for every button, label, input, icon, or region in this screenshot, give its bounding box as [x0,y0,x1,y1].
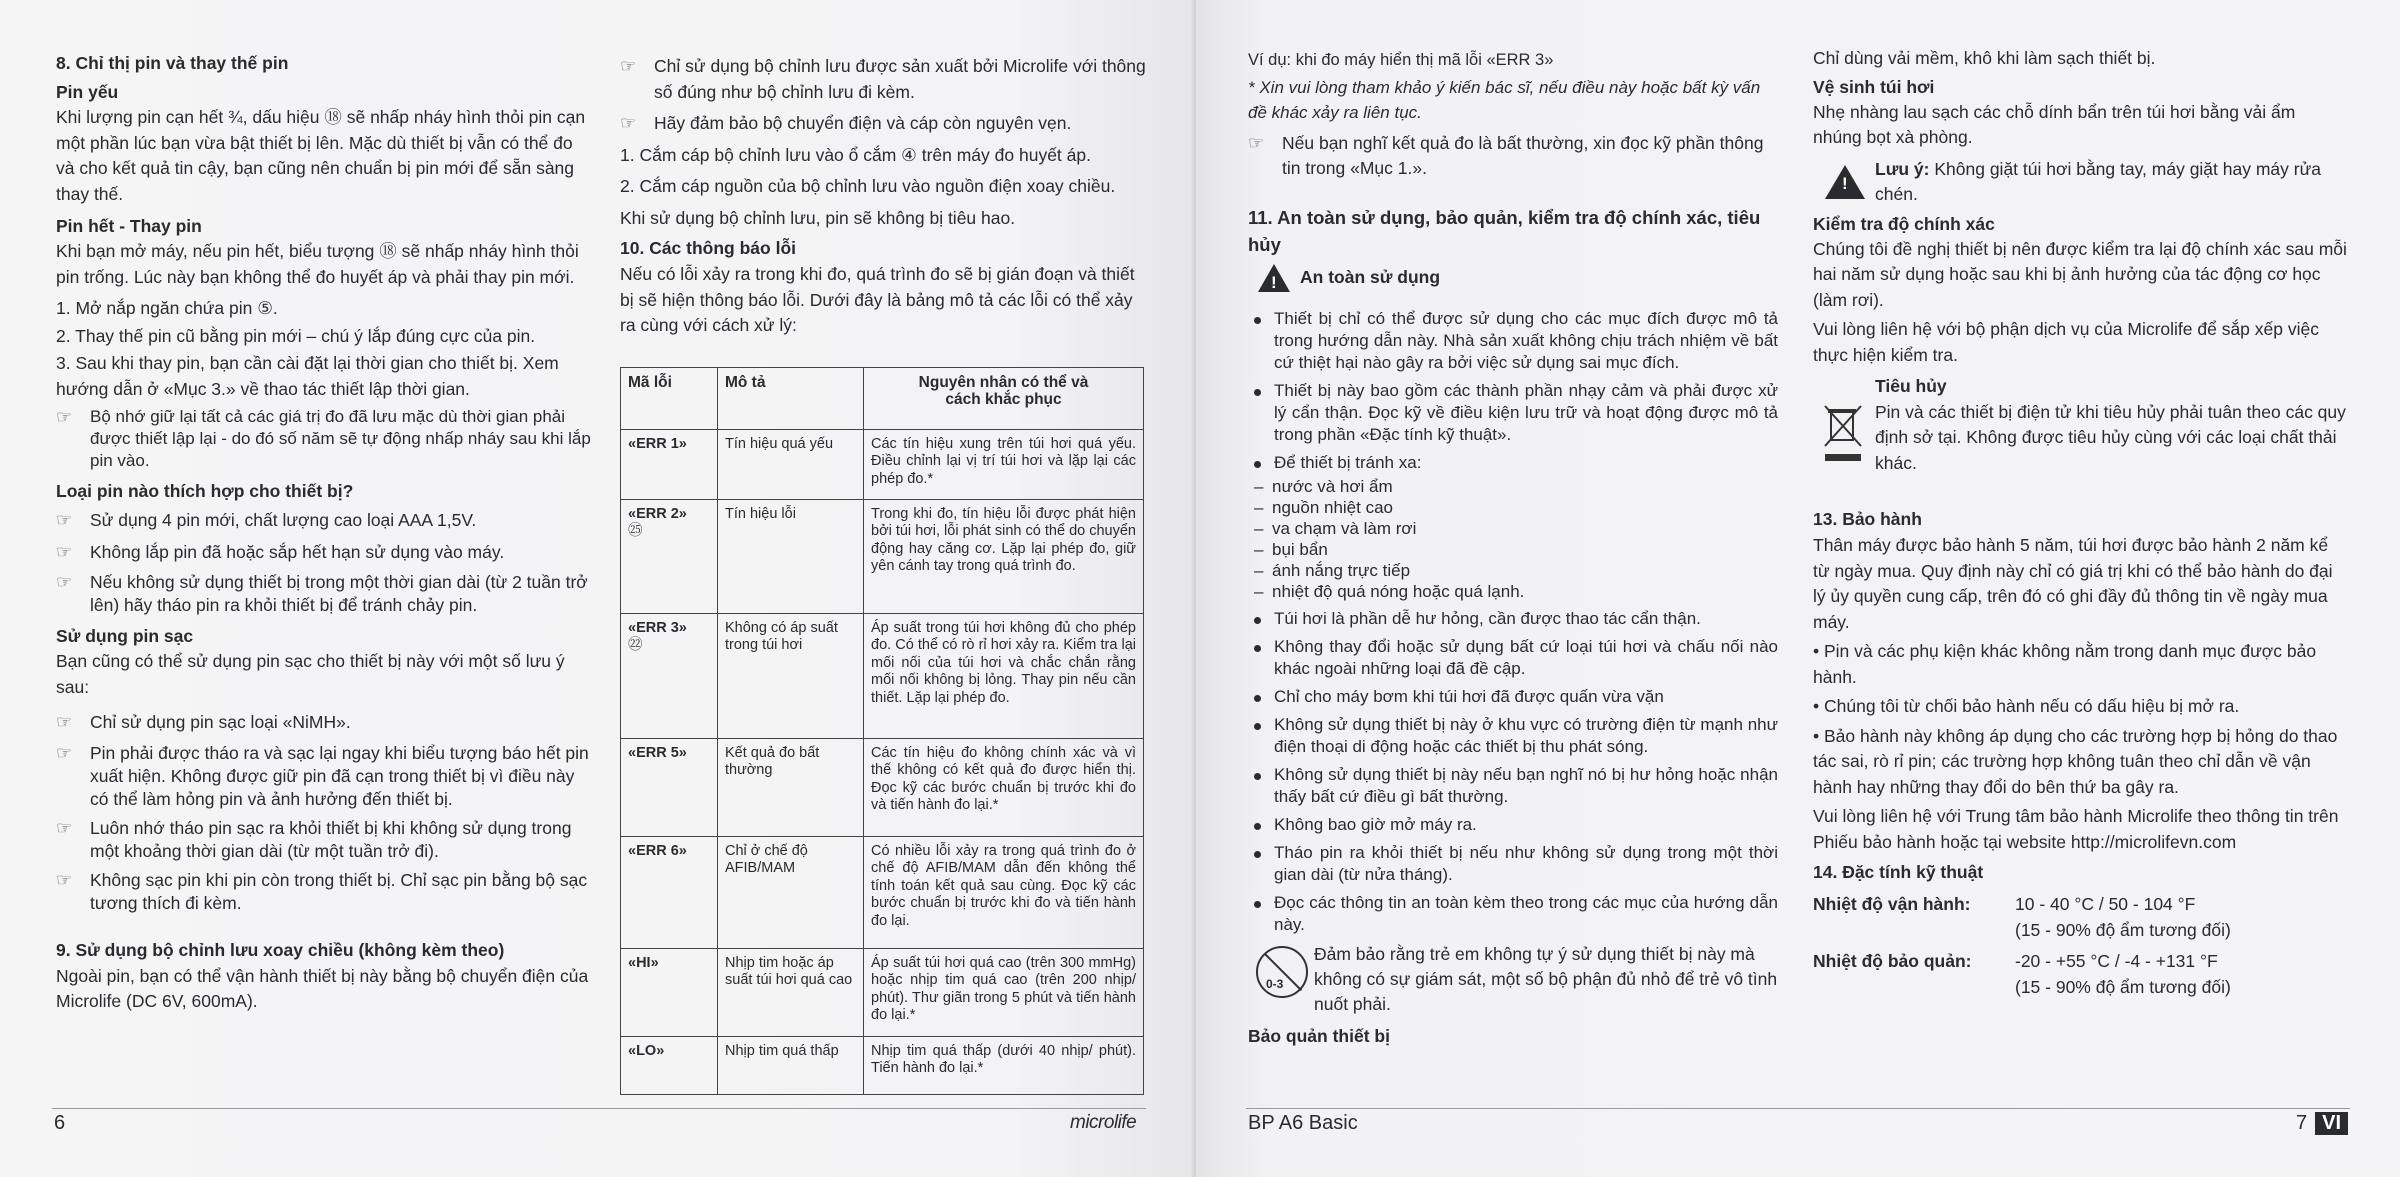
left-page [0,0,1196,1177]
paragraph-adapter-no-drain: Khi sử dụng bộ chỉnh lưu, pin sẽ không bị tiêu hao. [620,207,1016,228]
paragraph-clean-device: Chỉ dùng vải mềm, khô khi làm sạch thiết bị. [1813,48,2156,68]
disposal-block [1813,374,2348,476]
language-badge: VI [2315,1112,2348,1135]
spec-value: -20 - +55 °C / -4 - +131 °F [2015,951,2218,971]
model-name: BP A6 Basic [1248,1112,1358,1134]
note-which-1 [56,508,591,534]
spec-value: (15 - 90% độ ẩm tương đối) [2015,976,2231,997]
pointing-hand-icon: ☞ [56,510,73,530]
heading-empty-battery: Pin hết - Thay pin [56,216,202,236]
paragraph-errors: Nếu có lỗi xảy ra trong khi đo, quá trình đo sẽ bị gián đoạn và thiết bị sẽ hiện thông báo lỗi. Dưới đây là bảng mô tả các lỗi có thể xảy ra cùng với cách xử lý: [620,264,1135,335]
avoid-item: – ánh nắng trực tiếp [1248,560,1778,581]
warning-triangle-icon [1825,165,1865,199]
table-row [621,948,1144,1036]
error-fix: Áp suất trong túi hơi không đủ cho phép đo. Có thể có rò rỉ hơi xảy ra. Kiểm tra lại mối nối của túi hơi và chắc chắn rằng mối nối không bị lỏng. Thay pin nếu cần thiết. Lặp lại phép đo. [864,613,1144,738]
column-header-code: Mã lỗi [621,367,718,429]
note-text: Chỉ sử dụng pin sạc loại «NiMH». [90,712,351,732]
child-icon-label: 0-3 [1266,976,1284,991]
error-ref: ㉒ [628,637,643,653]
note-text: Pin phải được tháo ra và sạc lại ngay khi biểu tượng báo hết pin xuất hiện. Không được giữ pin đã cạn trong thiết bị vì điều này có thể làm hỏng pin và ảnh hưởng đến thiết bị. [90,742,589,809]
section-11-title: 11. An toàn sử dụng, bảo quản, kiểm tra độ chính xác, tiêu hủy [1248,206,1761,255]
error-desc: Nhịp tim quá thấp [718,1036,864,1094]
pointing-hand-icon: ☞ [56,712,73,732]
safety-bullet: Chỉ cho máy bơm khi túi hơi đã được quấn vừa vặn [1248,686,1778,708]
safety-bullet-3: Để thiết bị tránh xa: [1248,452,1778,474]
note-abnormal [1248,131,1778,182]
safety-bullet: Tháo pin ra khỏi thiết bị nếu như không sử dụng trong một thời gian dài (từ nửa tháng). [1248,842,1778,886]
paragraph-warranty-1: Thân máy được bảo hành 5 năm, túi hơi được bảo hành 2 năm kể từ ngày mua. Quy định này chỉ có giá trị khi có thể bảo hành do đại lý ủy quyền cung cấp, trên đó có ghi đầy đủ thông tin về ngày mua máy. [1813,535,2333,632]
error-code-cell [621,499,718,613]
left-column-2 [620,54,1150,1095]
error-example [1248,48,1778,74]
safety-bullet: Không sử dụng thiết bị này ở khu vực có trường điện từ mạnh như điện thoại di động hoặc các thiết bị thu phát sóng. [1248,714,1778,758]
child-warning [1248,942,1778,1017]
spec-values [2015,949,2231,1000]
heading-low-battery: Pin yếu [56,82,119,102]
no-children-0-3-icon [1256,946,1308,998]
error-fix: Trong khi đo, tín hiệu lỗi được phát hiện bởi túi hơi, lỗi phát sinh có thể do chuyển động hay căng cơ. Lặp lại phép đo, giữ yên cánh tay trong quá trình đo. [864,499,1144,613]
error-code: «LO» [628,1042,665,1059]
error-fix: Các tín hiệu đo không chính xác và vì thế không có kết quả đo được hiển thị. Đọc kỹ các bước chuẩn bị trước khi đo và tiến hành đo lại.* [864,738,1144,836]
error-desc: Kết quả đo bất thường [718,738,864,836]
error-fix: Có nhiều lỗi xảy ra trong quá trình đo ở chế độ AFIB/MAM dẫn đến không thể tính toán kết quả sau cùng. Đọc kỹ các bước chuẩn bị trước khi đo và tiến hành đo lại. [864,836,1144,948]
error-code: «HI» [628,954,659,971]
safety-bullet: Không thay đổi hoặc sử dụng bất cứ loại túi hơi và chấu nối nào khác ngoài những loại đã đề cập. [1248,636,1778,680]
error-desc: Nhịp tim hoặc áp suất túi hơi quá cao [718,948,864,1036]
error-desc: Chỉ ở chế độ AFIB/MAM [718,836,864,948]
warranty-item: • Bảo hành này không áp dụng cho các trường hợp bị hỏng do thao tác sai, rò rỉ pin; các trường hợp không tuân theo chỉ dẫn về vận hành hay những thay đổi do bên thứ ba gây ra. [1813,725,2338,797]
adapter-step-1: 1. Cắm cáp bộ chỉnh lưu vào ổ cắm ④ trên máy đo huyết áp. [620,144,1091,165]
cuff-warning [1813,157,2348,207]
pointing-hand-icon: ☞ [56,869,73,890]
pointing-hand-icon: ☞ [56,817,73,838]
battery-step-3: 3. Sau khi thay pin, bạn cần cài đặt lại thời gian cho thiết bị. Xem hướng dẫn ở «Mục 3.» về thao tác thiết lập thời gian. [56,353,559,399]
pointing-hand-icon: ☞ [56,541,73,562]
column-header-fix: Nguyên nhân có thể và cách khắc phục [864,367,1144,429]
safety-bullet: Không sử dụng thiết bị này nếu bạn nghĩ nó bị hư hỏng hoặc nhận thấy bất cứ điều gì bất thường. [1248,764,1778,808]
paragraph-warranty-2: Vui lòng liên hệ với Trung tâm bảo hành Microlife theo thông tin trên Phiếu bảo hành hoặc tại website http://microlifevn.com [1813,806,2339,852]
child-warning-text: Đảm bảo rằng trẻ em không tự ý sử dụng thiết bị này mà không có sự giám sát, một số bộ phận đủ nhỏ để trẻ vô tình nuốt phải. [1314,943,1778,1014]
safety-bullet-2: Thiết bị này bao gồm các thành phần nhạy cảm và phải được xử lý cẩn thận. Đọc kỹ về điều kiện lưu trữ và hoạt động được mô tả trong phần «Đặc tính kỹ thuật». [1248,380,1778,446]
avoid-item: – nước và hơi ẩm [1248,476,1778,497]
paragraph-rechargeable: Bạn cũng có thể sử dụng pin sạc cho thiết bị này với một số lưu ý sau: [56,651,565,697]
section-8-title: 8. Chỉ thị pin và thay thế pin [56,53,289,73]
safety-bullet: Không bao giờ mở máy ra. [1248,814,1778,836]
adapter-step-2: 2. Cắm cáp nguồn của bộ chỉnh lưu vào nguồn điện xoay chiều. [620,176,1116,196]
section-13-title: 13. Bảo hành [1813,509,1922,529]
error-code: «ERR 5» [628,744,687,761]
paragraph-empty-battery: Khi bạn mở máy, nếu pin hết, biểu tượng ⑱ sẽ nhấp nháy hình thỏi pin trống. Lúc này bạn không thể đo huyết áp và phải thay pin mới. [56,241,579,287]
page-number-right [2296,1112,2348,1135]
safety-heading-text: An toàn sử dụng [1300,266,1441,287]
avoid-item: – nhiệt độ quá nóng hoặc quá lạnh. [1248,581,1778,602]
warning-text: Không giặt túi hơi bằng tay, máy giặt hay máy rửa chén. [1875,158,2322,204]
table-header-row [621,367,1144,429]
note-which-3 [56,571,591,617]
error-fix: Áp suất túi hơi quá cao (trên 300 mmHg) hoặc nhịp tim quá cao (trên 200 nhịp/ phút). Thư giãn trong 5 phút và tiến hành đo lại.* [864,948,1144,1036]
note-recharge-2 [56,742,591,811]
table-row [621,1036,1144,1094]
note-text: Hãy đảm bảo bộ chuyển điện và cáp còn nguyên vẹn. [654,113,1072,133]
left-column-1 [56,46,591,1016]
section-9-title: 9. Sử dụng bộ chỉnh lưu xoay chiều (không kèm theo) [56,939,505,960]
battery-step-2: 2. Thay thế pin cũ bằng pin mới – chú ý lắp đúng cực của pin. [56,325,536,346]
spec-operating-temp [1813,892,2348,943]
warning-label: Lưu ý: [1875,158,1930,179]
error-ref: ㉕ [628,523,643,539]
heading-storage: Bảo quản thiết bị [1248,1025,1390,1046]
error-example-text: Ví dụ: khi đo máy hiển thị mã lỗi «ERR 3» [1248,51,1554,69]
note-memory [56,406,591,472]
error-code: «ERR 3» [628,619,687,636]
footer-rule [52,1108,1146,1109]
note-text: Không lắp pin đã hoặc sắp hết hạn sử dụng vào máy. [90,541,505,562]
error-code-cell [621,948,718,1036]
page-number: 7 [2296,1112,2308,1134]
paragraph-accuracy-2: Vui lòng liên hệ với bộ phận dịch vụ của Microlife để sắp xếp việc thực hiện kiểm tra. [1813,319,2319,365]
paragraph-accuracy-1: Chúng tôi đề nghị thiết bị nên được kiểm tra lại độ chính xác sau mỗi hai năm sử dụng hoặc sau khi bị ảnh hưởng của tác động cơ học (làm rơi). [1813,238,2347,310]
note-text: Nếu không sử dụng thiết bị trong một thời gian dài (từ 2 tuần trở lên) hãy tháo pin ra khỏi thiết bị để tránh chảy pin. [90,572,588,615]
warning-triangle-icon [1258,264,1290,292]
section-14-title: 14. Đặc tính kỹ thuật [1813,862,1984,882]
paragraph-low-battery: Khi lượng pin cạn hết ¾, dấu hiệu ⑱ sẽ nhấp nháy hình thỏi pin cạn một phần lúc bạn vừa bật thiết bị lên. Mặc dù thiết bị vẫn có thể đo và cho kết quả tin cậy, bạn cũng nên chuẩn bị pin mới để sẵn sàng thay thế. [56,107,586,204]
page-number-left: 6 [54,1112,66,1134]
table-row [621,499,1144,613]
error-fix: Các tín hiệu xung trên túi hơi quá yếu. Điều chỉnh lại vị trí túi hơi và lặp lại các phép đo.* [864,429,1144,499]
pointing-hand-icon: ☞ [56,407,73,427]
pointing-hand-icon: ☞ [56,742,73,763]
note-recharge-1 [56,710,591,736]
note-text: Sử dụng 4 pin mới, chất lượng cao loại AAA 1,5V. [90,510,477,530]
note-text: Luôn nhớ tháo pin sạc ra khỏi thiết bị khi không sử dụng trong một khoảng thời gian dài (từ một tuần trở đi). [90,817,572,861]
pointing-hand-icon: ☞ [1248,132,1265,153]
note-text: Chỉ sử dụng bộ chỉnh lưu được sản xuất bởi Microlife với thông số đúng như bộ chỉnh lưu đi kèm. [654,56,1146,102]
section-10-title: 10. Các thông báo lỗi [620,238,796,258]
error-code-cell [621,613,718,738]
note-memory-text: Bộ nhớ giữ lại tất cả các giá trị đo đã lưu mặc dù thời gian phải được thiết lập lại - do đó số năm sẽ tự động nhấp nháy sau khi lắp pin vào. [90,407,591,470]
error-code-cell [621,836,718,948]
crossed-bin-icon [1821,404,1867,464]
footer-rule [1246,1108,2350,1109]
error-example-note: * Xin vui lòng tham khảo ý kiến bác sĩ, nếu điều này hoặc bất kỳ vấn đề khác xảy ra liên tục. [1248,77,1761,122]
right-column-2 [1813,46,2348,1006]
avoid-item: – nguồn nhiệt cao [1248,497,1778,518]
note-recharge-3 [56,817,591,863]
right-column-1 [1248,48,1778,1049]
error-code: «ERR 6» [628,842,687,859]
note-adapter-2 [620,111,1150,137]
warranty-item: • Chúng tôi từ chối bảo hành nếu có dấu hiệu bị mở ra. [1813,696,2240,716]
spec-values [2015,892,2231,943]
safety-heading [1258,264,1778,292]
table-row [621,738,1144,836]
error-desc: Tín hiệu quá yếu [718,429,864,499]
brand-logo: microlife [1070,1112,1137,1133]
paragraph-clean-cuff: Nhẹ nhàng lau sạch các chỗ dính bẩn trên túi hơi bằng vải ẩm nhúng bọt xà phòng. [1813,101,2296,147]
note-text: Không sạc pin khi pin còn trong thiết bị. Chỉ sạc pin bằng bộ sạc tương thích đi kèm. [90,869,588,913]
pointing-hand-icon: ☞ [620,113,637,133]
note-which-2 [56,540,591,566]
heading-rechargeable: Sử dụng pin sạc [56,626,194,646]
heading-which-battery: Loại pin nào thích hợp cho thiết bị? [56,481,354,501]
paragraph-adapter: Ngoài pin, bạn có thể vận hành thiết bị này bằng bộ chuyển điện của Microlife (DC 6V, 600mA). [56,965,589,1011]
safety-bullet: Túi hơi là phần dễ hư hỏng, cần được thao tác cẩn thận. [1248,608,1778,630]
table-row [621,836,1144,948]
safety-bullet: Đọc các thông tin an toàn kèm theo trong các mục của hướng dẫn này. [1248,892,1778,936]
warranty-item: • Pin và các phụ kiện khác không nằm trong danh mục được bảo hành. [1813,641,2317,687]
error-desc: Tín hiệu lỗi [718,499,864,613]
note-adapter-1 [620,54,1150,105]
error-fix: Nhịp tim quá thấp (dưới 40 nhịp/ phút). Tiến hành đo lại.* [864,1036,1144,1094]
note-recharge-4 [56,869,591,915]
paragraph-disposal: Pin và các thiết bị điện tử khi tiêu hủy phải tuân theo các quy định sở tại. Không được tiêu hủy cùng với các loại chất thải khác. [1875,401,2346,473]
spec-storage-temp [1813,949,2348,1000]
safety-bullet-1: Thiết bị chỉ có thể được sử dụng cho các mục đích được mô tả trong hướng dẫn này. Nhà sản xuất không chịu trách nhiệm về bất cứ thiệt hại nào gây ra bởi việc sử dụng sai mục đích. [1248,308,1778,374]
heading-accuracy: Kiểm tra độ chính xác [1813,213,1995,234]
heading-disposal: Tiêu hủy [1875,376,1947,396]
avoid-item: – va chạm và làm rơi [1248,518,1778,539]
error-code-cell [621,1036,718,1094]
table-row [621,613,1144,738]
spec-value: (15 - 90% độ ẩm tương đối) [2015,919,2231,940]
note-text: Nếu bạn nghĩ kết quả đo là bất thường, xin đọc kỹ phần thông tin trong «Mục 1.». [1282,132,1764,178]
spec-value: 10 - 40 °C / 50 - 104 °F [2015,894,2196,914]
avoid-item: – bụi bẩn [1248,539,1778,560]
right-page [1196,0,2400,1177]
battery-step-1: 1. Mở nắp ngăn chứa pin ⑤. [56,298,278,318]
error-code-cell [621,429,718,499]
error-code: «ERR 2» [628,505,687,522]
heading-clean-cuff: Vệ sinh túi hơi [1813,76,1935,97]
error-code-cell [621,738,718,836]
error-desc: Không có áp suất trong túi hơi [718,613,864,738]
error-code: «ERR 1» [628,435,687,452]
spec-label: Nhiệt độ bảo quản: [1813,951,1972,971]
pointing-hand-icon: ☞ [620,56,637,76]
table-row [621,429,1144,499]
error-table [620,367,1144,1095]
spec-label: Nhiệt độ vận hành: [1813,894,1971,914]
column-header-description: Mô tả [718,367,864,429]
pointing-hand-icon: ☞ [56,572,73,592]
